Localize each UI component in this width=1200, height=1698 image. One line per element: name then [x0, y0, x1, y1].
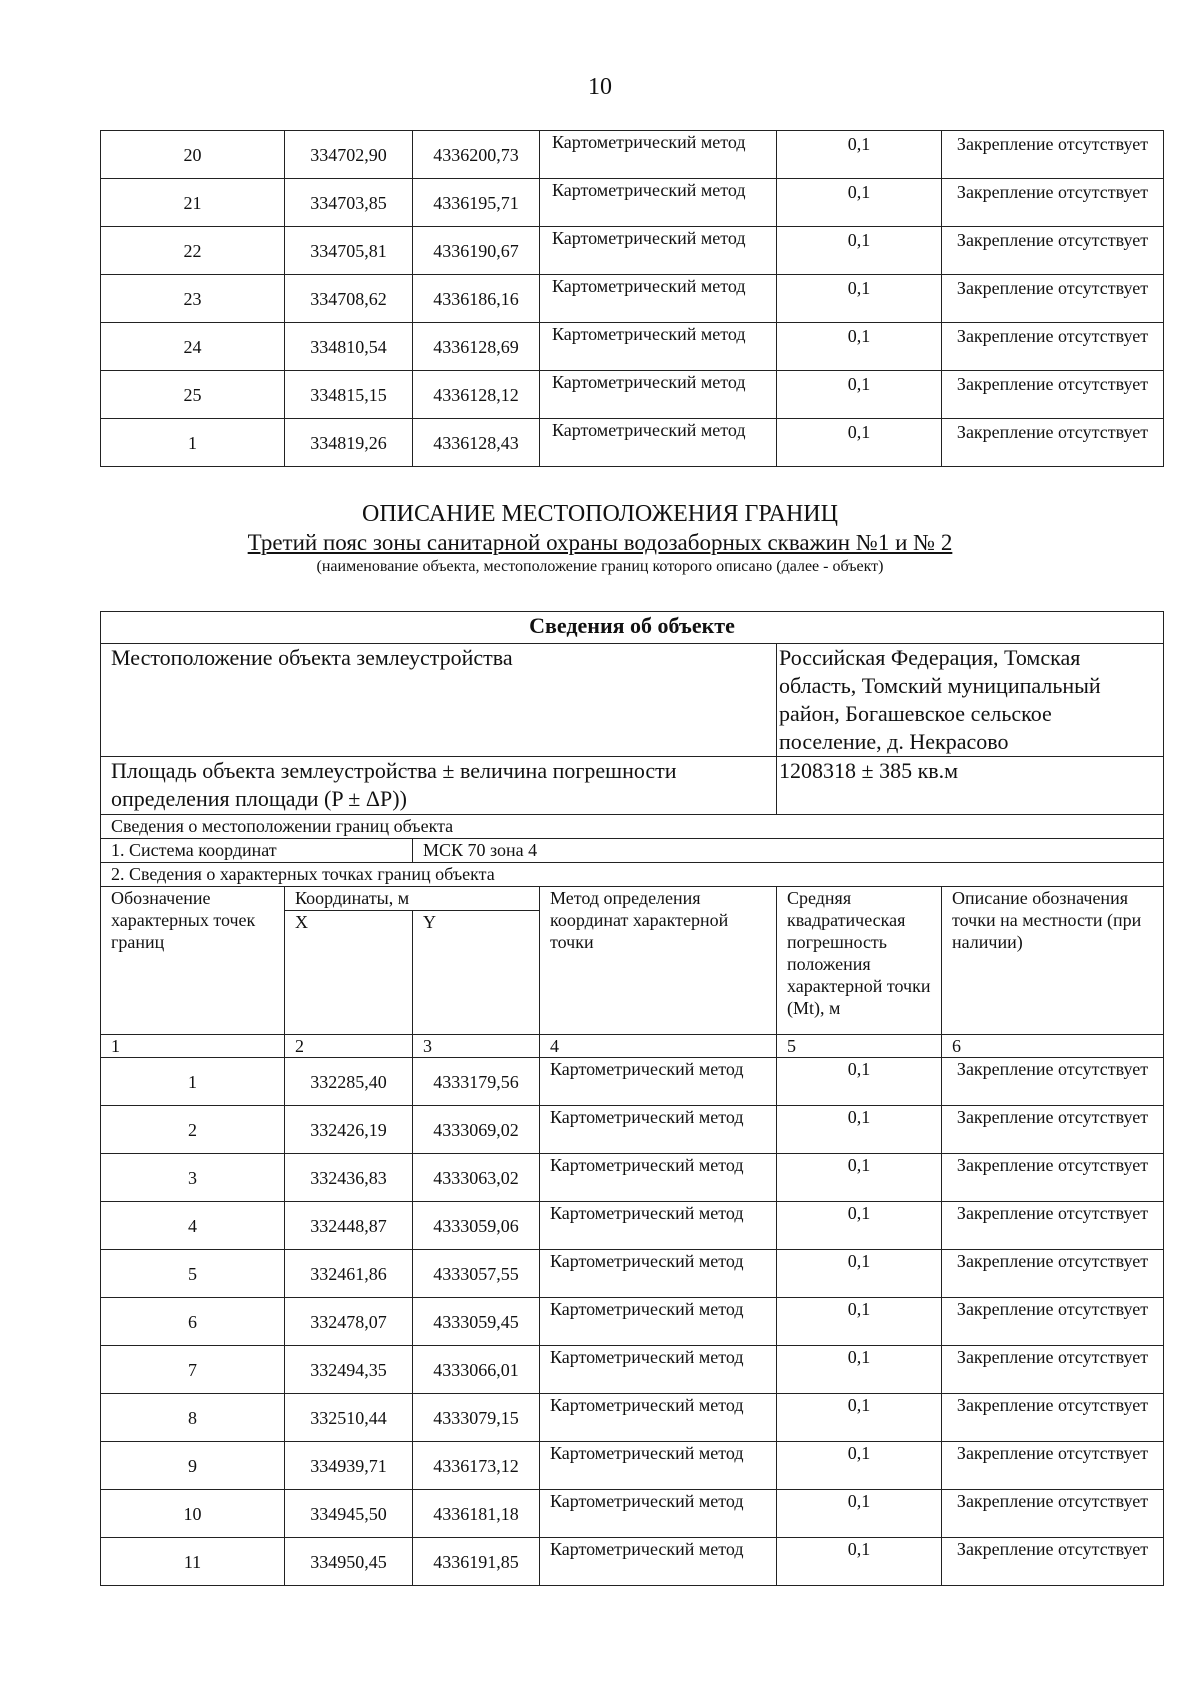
- coord-y: 4333179,56: [413, 1058, 540, 1106]
- mean-error: 0,1: [777, 1154, 942, 1202]
- method: Картометрический метод: [540, 1538, 777, 1586]
- mean-error: 0,1: [777, 1298, 942, 1346]
- coord-y: 4336128,12: [413, 371, 540, 419]
- point-description: Закрепление отсутствует: [942, 1154, 1164, 1202]
- point-number: 21: [101, 179, 285, 227]
- coord-x: 334945,50: [285, 1490, 413, 1538]
- method: Картометрический метод: [540, 1346, 777, 1394]
- coord-x: 332478,07: [285, 1298, 413, 1346]
- coord-y: 4336200,73: [413, 131, 540, 179]
- points-table-continued: [100, 130, 1164, 467]
- mean-error: 0,1: [777, 227, 942, 275]
- point-number: 6: [101, 1298, 285, 1346]
- points-table-body: [101, 1058, 1164, 1586]
- table-row: [101, 1058, 1164, 1106]
- col-number-1: 1: [101, 1035, 285, 1058]
- coord-y: 4333069,02: [413, 1106, 540, 1154]
- method: Картометрический метод: [540, 1202, 777, 1250]
- table-row: [101, 1250, 1164, 1298]
- point-description: Закрепление отсутствует: [942, 1394, 1164, 1442]
- table-row: [101, 323, 1164, 371]
- col-y-header: Y: [413, 911, 540, 1035]
- point-description: Закрепление отсутствует: [942, 131, 1164, 179]
- point-number: 25: [101, 371, 285, 419]
- table-row: [101, 1394, 1164, 1442]
- coord-y: 4336128,69: [413, 323, 540, 371]
- method: Картометрический метод: [540, 275, 777, 323]
- col-method-header: Метод определения координат характерной точки: [540, 887, 777, 1035]
- method: Картометрический метод: [540, 1106, 777, 1154]
- mean-error: 0,1: [777, 131, 942, 179]
- table-row: [101, 419, 1164, 467]
- mean-error: 0,1: [777, 1202, 942, 1250]
- point-number: 20: [101, 131, 285, 179]
- mean-error: 0,1: [777, 1346, 942, 1394]
- mean-error: 0,1: [777, 419, 942, 467]
- method: Картометрический метод: [540, 371, 777, 419]
- table-row: [101, 1298, 1164, 1346]
- coord-y: 4336191,85: [413, 1538, 540, 1586]
- point-description: Закрепление отсутствует: [942, 1442, 1164, 1490]
- mean-error: 0,1: [777, 1058, 942, 1106]
- method: Картометрический метод: [540, 1394, 777, 1442]
- point-description: Закрепление отсутствует: [942, 1538, 1164, 1586]
- col-coords-header: Координаты, м: [285, 887, 540, 911]
- coord-x: 334708,62: [285, 275, 413, 323]
- point-description: Закрепление отсутствует: [942, 275, 1164, 323]
- point-description: Закрепление отсутствует: [942, 371, 1164, 419]
- object-info-header: Сведения об объекте: [101, 612, 1164, 644]
- boundaries-label: Сведения о местоположении границ объекта: [101, 815, 1164, 839]
- method: Картометрический метод: [540, 323, 777, 371]
- point-number: 7: [101, 1346, 285, 1394]
- coord-system-label: 1. Система координат: [101, 839, 413, 863]
- table-row: [101, 1442, 1164, 1490]
- method: Картометрический метод: [540, 1250, 777, 1298]
- table-row: [101, 131, 1164, 179]
- point-description: Закрепление отсутствует: [942, 1490, 1164, 1538]
- method: Картометрический метод: [540, 1442, 777, 1490]
- point-number: 1: [101, 419, 285, 467]
- col-number-3: 3: [413, 1035, 540, 1058]
- table-row: [101, 275, 1164, 323]
- coord-x: 332461,86: [285, 1250, 413, 1298]
- col-point-header: Обозначение характерных точек границ: [101, 887, 285, 1035]
- coord-y: 4333059,06: [413, 1202, 540, 1250]
- object-name: [0, 530, 1200, 556]
- point-number: 24: [101, 323, 285, 371]
- point-description: Закрепление отсутствует: [942, 1106, 1164, 1154]
- coord-x: 334815,15: [285, 371, 413, 419]
- col-number-6: 6: [942, 1035, 1164, 1058]
- point-number: 1: [101, 1058, 285, 1106]
- object-name-text: Третий пояс зоны санитарной охраны водозаборных скважин №1 и № 2: [247, 530, 953, 555]
- table-row: [101, 1202, 1164, 1250]
- coord-y: 4333079,15: [413, 1394, 540, 1442]
- point-description: Закрепление отсутствует: [942, 227, 1164, 275]
- coord-x: 334819,26: [285, 419, 413, 467]
- coord-x: 334939,71: [285, 1442, 413, 1490]
- point-description: Закрепление отсутствует: [942, 1298, 1164, 1346]
- mean-error: 0,1: [777, 323, 942, 371]
- point-number: 11: [101, 1538, 285, 1586]
- table-row: [101, 1538, 1164, 1586]
- method: Картометрический метод: [540, 179, 777, 227]
- mean-error: 0,1: [777, 1394, 942, 1442]
- coord-y: 4336190,67: [413, 227, 540, 275]
- table-row: [101, 371, 1164, 419]
- point-number: 10: [101, 1490, 285, 1538]
- coord-x: 332510,44: [285, 1394, 413, 1442]
- location-value: Российская Федерация, Томская область, Томский муниципальный район, Богашевское сельское поселение, д. Некрасово: [777, 644, 1164, 757]
- coord-x: 334703,85: [285, 179, 413, 227]
- point-number: 22: [101, 227, 285, 275]
- table-row: [101, 227, 1164, 275]
- coord-y: 4336186,16: [413, 275, 540, 323]
- mean-error: 0,1: [777, 1106, 942, 1154]
- location-label: Местоположение объекта землеустройства: [101, 644, 777, 757]
- method: Картометрический метод: [540, 1490, 777, 1538]
- point-description: Закрепление отсутствует: [942, 1346, 1164, 1394]
- point-description: Закрепление отсутствует: [942, 323, 1164, 371]
- points-section-label: 2. Сведения о характерных точках границ объекта: [101, 863, 1164, 887]
- coord-y: 4333057,55: [413, 1250, 540, 1298]
- coord-x: 332448,87: [285, 1202, 413, 1250]
- coord-x: 334702,90: [285, 131, 413, 179]
- point-number: 4: [101, 1202, 285, 1250]
- col-number-4: 4: [540, 1035, 777, 1058]
- mean-error: 0,1: [777, 1250, 942, 1298]
- point-description: Закрепление отсутствует: [942, 1058, 1164, 1106]
- coord-y: 4333066,01: [413, 1346, 540, 1394]
- coord-x: 332436,83: [285, 1154, 413, 1202]
- table-row: [101, 1490, 1164, 1538]
- point-description: Закрепление отсутствует: [942, 1250, 1164, 1298]
- col-error-header: Средняя квадратическая погрешность положения характерной точки (Mt), м: [777, 887, 942, 1035]
- coord-y: 4336128,43: [413, 419, 540, 467]
- coord-x: 332494,35: [285, 1346, 413, 1394]
- coord-y: 4336181,18: [413, 1490, 540, 1538]
- point-description: Закрепление отсутствует: [942, 179, 1164, 227]
- mean-error: 0,1: [777, 1442, 942, 1490]
- points-table-continued-body: [101, 131, 1164, 467]
- coord-x: 332285,40: [285, 1058, 413, 1106]
- area-label: Площадь объекта землеустройства ± величина погрешности определения площади (P ± ΔP)): [101, 757, 777, 815]
- page-number: 10: [588, 74, 612, 100]
- point-description: Закрепление отсутствует: [942, 419, 1164, 467]
- table-row: [101, 179, 1164, 227]
- method: Картометрический метод: [540, 131, 777, 179]
- mean-error: 0,1: [777, 179, 942, 227]
- coord-x: 334810,54: [285, 323, 413, 371]
- coord-x: 332426,19: [285, 1106, 413, 1154]
- coord-y: 4333063,02: [413, 1154, 540, 1202]
- point-number: 5: [101, 1250, 285, 1298]
- table-row: [101, 1154, 1164, 1202]
- document-title: ОПИСАНИЕ МЕСТОПОЛОЖЕНИЯ ГРАНИЦ: [362, 501, 838, 527]
- area-value: 1208318 ± 385 кв.м: [777, 757, 1164, 815]
- method: Картометрический метод: [540, 1298, 777, 1346]
- point-number: 23: [101, 275, 285, 323]
- coord-x: 334950,45: [285, 1538, 413, 1586]
- mean-error: 0,1: [777, 1490, 942, 1538]
- col-x-header: X: [285, 911, 413, 1035]
- mean-error: 0,1: [777, 275, 942, 323]
- point-number: 9: [101, 1442, 285, 1490]
- col-number-5: 5: [777, 1035, 942, 1058]
- method: Картометрический метод: [540, 1154, 777, 1202]
- coord-y: 4333059,45: [413, 1298, 540, 1346]
- col-number-2: 2: [285, 1035, 413, 1058]
- mean-error: 0,1: [777, 1538, 942, 1586]
- point-number: 8: [101, 1394, 285, 1442]
- method: Картометрический метод: [540, 1058, 777, 1106]
- mean-error: 0,1: [777, 371, 942, 419]
- object-info-table: [100, 611, 1164, 1586]
- coord-y: 4336195,71: [413, 179, 540, 227]
- col-desc-header: Описание обозначения точки на местности (при наличии): [942, 887, 1164, 1035]
- point-number: 3: [101, 1154, 285, 1202]
- method: Картометрический метод: [540, 227, 777, 275]
- method: Картометрический метод: [540, 419, 777, 467]
- object-name-caption: (наименование объекта, местоположение границ которого описано (далее - объект): [316, 558, 884, 575]
- point-description: Закрепление отсутствует: [942, 1202, 1164, 1250]
- coord-x: 334705,81: [285, 227, 413, 275]
- table-row: [101, 1106, 1164, 1154]
- coord-system-value: МСК 70 зона 4: [413, 839, 1164, 863]
- coord-y: 4336173,12: [413, 1442, 540, 1490]
- point-number: 2: [101, 1106, 285, 1154]
- table-row: [101, 1346, 1164, 1394]
